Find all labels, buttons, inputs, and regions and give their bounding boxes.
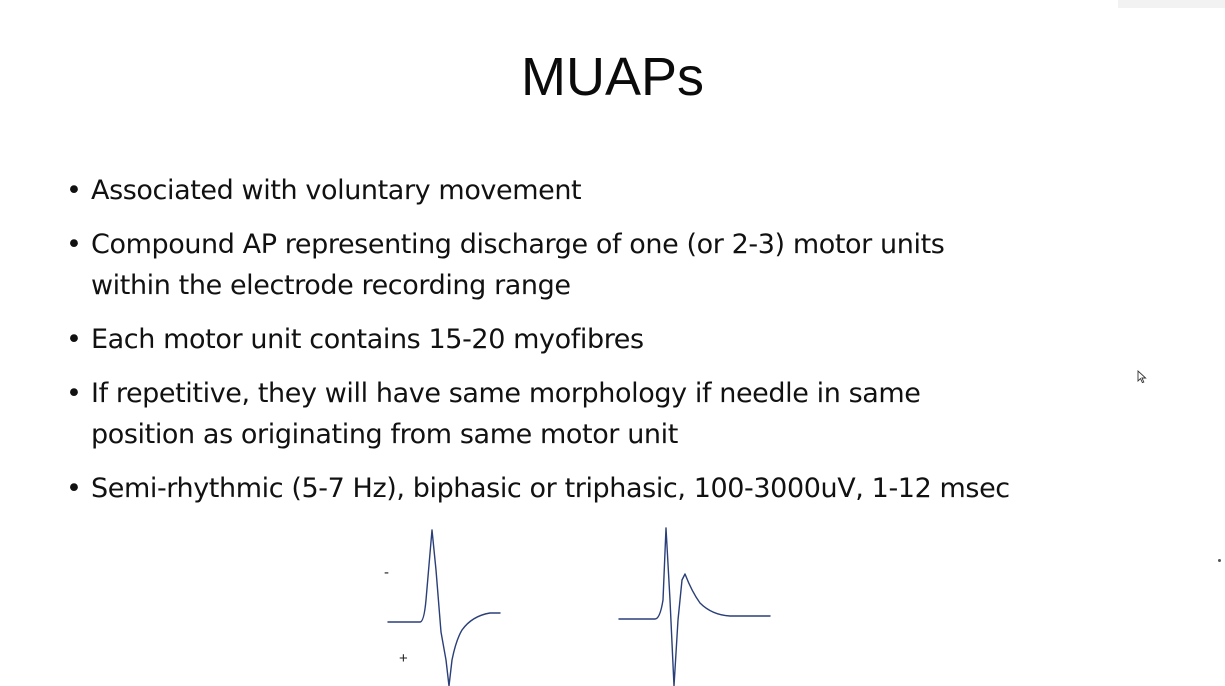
bullet-text: Each motor unit contains 15-20 myofibres — [91, 324, 644, 355]
bullet-item — [66, 468, 1186, 509]
bullet-item — [66, 170, 1186, 211]
positive-polarity-label: + — [399, 650, 408, 667]
edge-artifact — [1218, 559, 1221, 562]
bullet-dot: • — [66, 175, 82, 206]
negative-polarity-label: - — [384, 564, 389, 581]
bullet-text: Semi-rhythmic (5-7 Hz), biphasic or triphasic, 100-3000uV, 1-12 msec — [91, 473, 1010, 504]
bullet-item — [66, 319, 1186, 360]
triphasic-waveform — [619, 528, 770, 686]
slide-title: MUAPs — [520, 47, 704, 107]
bullet-dot: • — [66, 324, 82, 355]
bullet-text-continuation: within the electrode recording range — [91, 270, 571, 301]
mouse-pointer-icon — [1137, 370, 1147, 384]
bullet-text: Associated with voluntary movement — [91, 175, 582, 206]
bullet-dot: • — [66, 378, 82, 409]
bullet-dot: • — [66, 229, 82, 260]
bullet-dot: • — [66, 473, 82, 504]
bullet-item — [66, 224, 1186, 306]
bullet-list — [66, 170, 1186, 522]
bullet-text-continuation: position as originating from same motor unit — [91, 419, 678, 450]
bullet-text: Compound AP representing discharge of one (or 2-3) motor units — [91, 229, 945, 260]
bullet-text: If repetitive, they will have same morphology if needle in same — [91, 378, 921, 409]
corner-overlay — [1118, 0, 1225, 8]
bullet-item — [66, 373, 1186, 455]
